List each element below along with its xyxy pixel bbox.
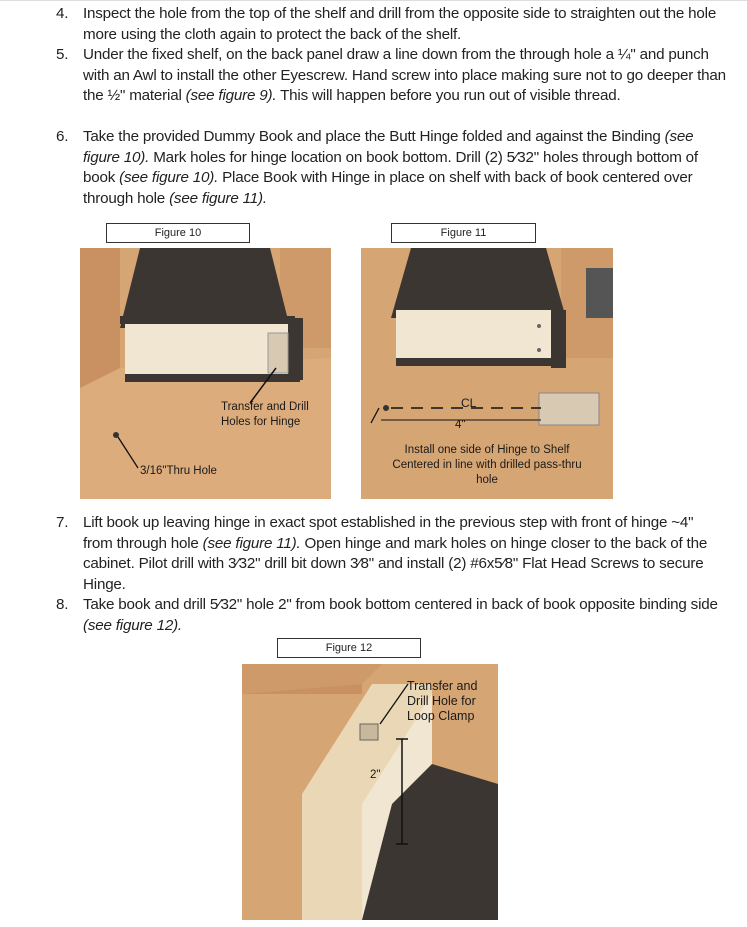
- step-number: 5.: [56, 46, 69, 63]
- step-7: [56, 513, 726, 595]
- step-text-segment: Open hinge and mark holes on hinge closer to the back of the cabinet. Pilot drill with 3⁄32" drill bit down 3⁄8" and install (2) #6x5⁄8" Flat Head Screws to secure Hinge.: [83, 534, 708, 593]
- step-5: [56, 45, 726, 107]
- step-text-segment: This will happen before you run out of visible thread.: [276, 87, 621, 104]
- step-text-segment: Lift book up leaving hinge in exact spot established in the previous step with front of hinge ~4" from through hole: [83, 514, 694, 552]
- figure-11-centerline-mark: CL: [461, 396, 477, 410]
- step-6: [56, 127, 726, 209]
- step-text: [83, 513, 726, 595]
- step-number: 8.: [56, 596, 69, 613]
- figure-10-photo: [80, 248, 331, 499]
- step-text-segment: Take the provided Dummy Book and place the Butt Hinge folded and against the Binding: [83, 128, 665, 145]
- step-text-segment: Take book and drill 5⁄32" hole 2" from book bottom centered in back of book opposite binding side: [83, 596, 718, 613]
- figure-reference: (see figure 10).: [83, 128, 694, 166]
- figure-12-dimension: 2": [370, 769, 381, 781]
- figure-reference: (see figure 11).: [202, 534, 301, 552]
- figure-11-label: Figure 11: [391, 223, 536, 243]
- step-number: 7.: [56, 514, 69, 531]
- step-text-segment: Place Book with Hinge in place on shelf with back of book centered over through hole: [83, 169, 693, 207]
- figure-12-annotation: Transfer and Drill Hole for Loop Clamp: [407, 679, 478, 723]
- step-text-segment: Under the fixed shelf, on the back panel draw a line down from the through hole a ¼" and punch with an Awl to install the other Eyescrew. Hand screw into place making sure not to go deeper than the ½" material: [83, 46, 726, 104]
- figure-11-annotation: Install one side of Hinge to Shelf Centered in line with drilled pass-thru hole: [392, 444, 582, 486]
- step-text: [83, 127, 726, 209]
- figure-10-annotation-hole: 3/16"Thru Hole: [140, 465, 217, 477]
- step-text: [83, 4, 726, 45]
- figure-10-annotation-hinge: Transfer and Drill Holes for Hinge: [221, 401, 309, 428]
- step-text: [83, 45, 726, 107]
- step-text-segment: Mark holes for hinge location on book bottom. Drill (2) 5⁄32" holes through bottom of book: [83, 148, 698, 186]
- page-top-border: [0, 0, 747, 1]
- figure-12-label: Figure 12: [277, 638, 421, 658]
- figure-10-label: Figure 10: [106, 223, 250, 243]
- step-text-segment: Inspect the hole from the top of the shelf and drill from the opposite side to straighten out the hole more using the cloth again to protect the back of the shelf.: [83, 5, 717, 43]
- step-text: [83, 595, 726, 636]
- figure-reference: (see figure 10).: [119, 169, 219, 186]
- figure-reference: (see figure 11).: [169, 189, 267, 207]
- step-number: 4.: [56, 5, 69, 22]
- step-8: [56, 595, 726, 636]
- figure-reference: (see figure 12).: [83, 616, 182, 634]
- figure-11-dimension: 4": [455, 419, 466, 431]
- step-4: [56, 4, 726, 45]
- step-number: 6.: [56, 128, 69, 145]
- figure-reference: (see figure 9).: [185, 87, 277, 104]
